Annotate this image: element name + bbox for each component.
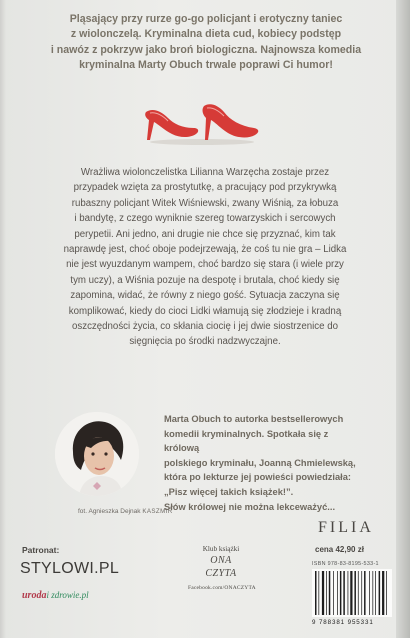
barcode-bar [369, 571, 370, 615]
book-club-badge [188, 545, 254, 591]
blurb-line: z wiolonczelą. Kryminalna dieta cud, kobiecy podstęp [70, 28, 342, 41]
barcode-bar [361, 571, 362, 615]
barcode-bar [340, 571, 342, 615]
price-label: cena 42,90 zł [315, 545, 364, 554]
barcode-bar [364, 571, 366, 615]
barcode-bar [358, 571, 359, 615]
club-line2: ONA [210, 555, 232, 566]
isbn-label: ISBN 978-83-8195-533-1 [312, 561, 379, 567]
description-line: Wrażliwa wiolonczelistka Lilianna Warzęcha zostaje przez [80, 167, 330, 178]
photo-credit-prefix: fot. Agnieszka Dejnak [78, 508, 141, 515]
book-description [48, 165, 362, 350]
patronat-label: Patronat: [22, 545, 60, 555]
barcode-bar [372, 571, 373, 615]
club-line3: CZYTA [205, 568, 237, 579]
description-line: naprawdę jest, choć oboje podejrzewają, że coś tu nie gra – Lidka [63, 244, 347, 256]
bio-line: Słów królowej nie można lekceważyć... [164, 501, 336, 512]
author-portrait-icon [55, 412, 139, 496]
uroda-zdrowie-logo [22, 590, 89, 601]
description-line: i bandytę, z czego wyniknie szereg towarzyskich i sercowych [74, 213, 336, 225]
barcode-number: 9 788381 955331 [312, 619, 374, 626]
stylowi-logo: STYLOWI.PL [20, 560, 120, 577]
description-line: rubaszny policjant Witek Wiśniewski, zwany Wiśnią, za łobuza [71, 197, 339, 209]
club-line1: Klub książki [202, 545, 240, 553]
bio-line: która po lekturze jej powieści powiedziała: [164, 472, 352, 483]
cover-edge [396, 0, 410, 638]
photo-credit-studio: KASZMIR [142, 508, 173, 515]
barcode-bar [379, 571, 381, 615]
barcode-bar [382, 571, 384, 615]
barcode-bar [343, 571, 345, 615]
barcode-bar [318, 571, 319, 615]
bio-line: polskiego kryminału, Joanną Chmielewską, [164, 457, 356, 468]
blurb-line: kryminalna Marty Obuch trwale poprawi Ci humor! [79, 59, 333, 72]
club-link: Facebook.com/ONACZYTA [188, 585, 256, 591]
zdrowie-logo-text: i zdrowie.pl [46, 590, 89, 600]
photo-credit [78, 508, 173, 515]
description-line: tym uczy), a Wiśnia pozuje na despotę i brutala, choć kiedy się [70, 274, 340, 286]
barcode-bar [326, 571, 327, 615]
red-shoes-illustration [138, 98, 266, 146]
barcode-bars [312, 569, 392, 617]
description-line: nie jest wyuzdanym wampem, choć bardzo się stara (i wiele przy [66, 259, 344, 271]
description-line: perypetii. Ani jedno, ani drugie nie chce się przyznać, kim tak [74, 228, 336, 240]
cover-blurb [20, 12, 392, 74]
barcode-bar [337, 571, 338, 615]
barcode-bar [329, 571, 331, 615]
barcode-bar [322, 571, 324, 615]
description-line: oszczędności życia, co skłania ciocię i jej dwie siostrzenice do [72, 321, 338, 333]
barcode-bar [333, 571, 334, 615]
barcode [312, 569, 392, 617]
blurb-line: Pląsający przy rurze go-go policjant i erotyczny taniec [69, 13, 343, 25]
author-photo [55, 412, 139, 496]
author-bio [164, 412, 364, 514]
description-line: sięgnięcia po środki nadzwyczajne. [129, 336, 281, 348]
bio-line: Marta Obuch to autorka bestsellerowych [164, 414, 344, 424]
blurb-line: i nawóz z pokrzyw jako broń biologiczna. Najnowsza komedia [50, 43, 362, 56]
description-line: przypadek wzięta za prostytutkę, a pracujący pod przykrywką [73, 182, 337, 194]
publisher-logo: FILIA [318, 519, 374, 536]
description-line: komplikować, kiedy do cioci Lidki włamują się złodzieje i kradną [68, 305, 342, 317]
barcode-bar [315, 571, 317, 615]
barcode-bar [350, 571, 352, 615]
bio-line: „Pisz więcej takich książek!”. [164, 486, 294, 497]
barcode-bar [375, 571, 376, 615]
uroda-logo-text: uroda [22, 590, 47, 601]
barcode-bar [386, 571, 387, 615]
barcode-bar [348, 571, 349, 615]
barcode-bar [354, 571, 356, 615]
spine-shadow [0, 0, 6, 638]
description-line: zapomina, widać, że równy z niego gość. Sytuacja zaczyna się [70, 290, 340, 302]
bio-line: komedii kryminalnych. Spotkała się z królową [164, 428, 329, 454]
